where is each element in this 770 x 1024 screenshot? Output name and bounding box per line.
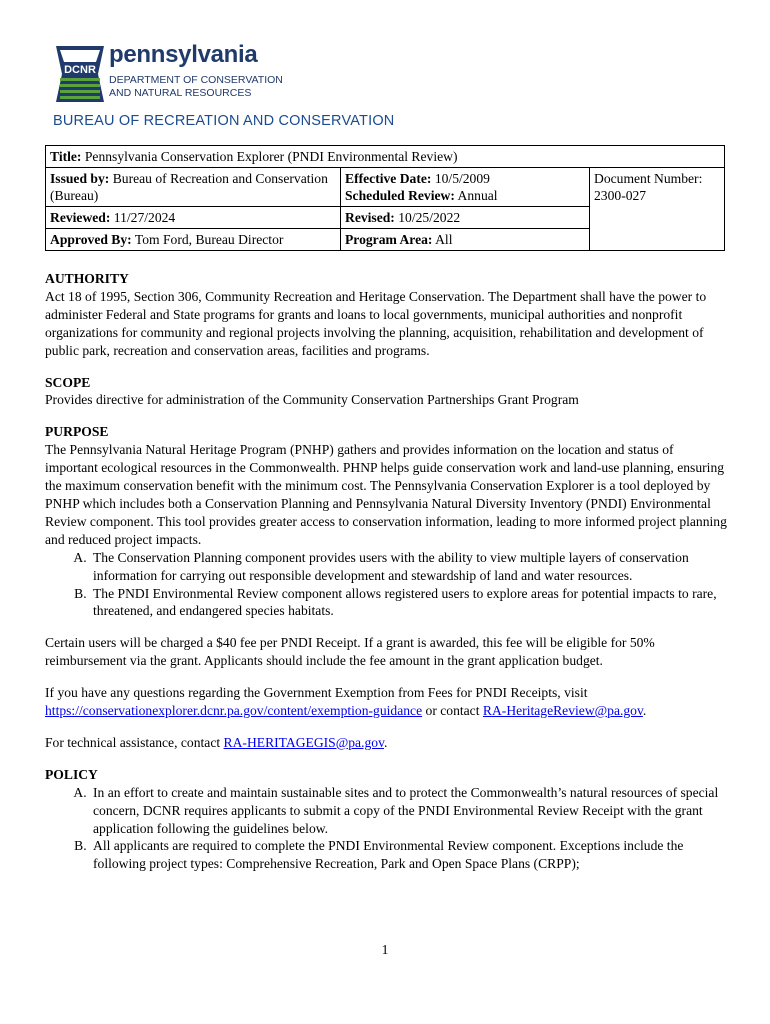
document-info-table: [45, 145, 725, 251]
heritage-gis-email-link[interactable]: RA-HERITAGEGIS@pa.gov: [223, 734, 384, 750]
authority-heading: AUTHORITY: [45, 271, 129, 286]
approved-by-cell: Approved By: Tom Ford, Bureau Director: [46, 229, 341, 251]
fee-paragraph: Certain users will be charged a $40 fee per PNDI Receipt. If a grant is awarded, this fee will be eligible for 50% reimbursement via the grant. Applicants should include the fee amount in the grant application budget.: [45, 635, 655, 669]
dcnr-logo: [52, 41, 292, 104]
questions-paragraph: If you have any questions regarding the Government Exemption from Fees for PNDI Receipts, visit https://conservationexplorer.dcnr.pa.gov/content/exemption-guidance or contact RA-HeritageReview@pa.gov.: [45, 685, 647, 719]
purpose-item-a: A. The Conservation Planning component provides users with the ability to view multiple layers of conservation information for carrying out responsible development and stewardship of land and water resources.: [90, 549, 727, 585]
document-body: [45, 270, 727, 873]
tech-assistance-paragraph: For technical assistance, contact RA-HERITAGEGIS@pa.gov.: [45, 734, 388, 750]
document-number-cell: Document Number: 2300-027: [590, 168, 725, 251]
reviewed-cell: Reviewed: 11/27/2024: [46, 207, 341, 229]
logo-dept-line2: AND NATURAL RESOURCES: [109, 87, 252, 99]
exemption-guidance-link[interactable]: https://conservationexplorer.dcnr.pa.gov/content/exemption-guidance: [45, 703, 423, 719]
program-area-cell: Program Area: All: [341, 229, 590, 251]
page-number: 1: [381, 942, 389, 957]
policy-list: [45, 784, 727, 874]
bureau-heading: BUREAU OF RECREATION AND CONSERVATION: [53, 113, 395, 129]
policy-item-b: B. All applicants are required to complete the PNDI Environmental Review component. Exceptions include the following project types: Comprehensive Recreation, Park and Open Space Plans (CRPP);: [90, 837, 727, 873]
logo-department: [109, 74, 283, 100]
dates-cell: Effective Date: 10/5/2009 Scheduled Review: Annual: [341, 168, 590, 207]
purpose-item-b: B. The PNDI Environmental Review component allows registered users to explore areas for potential impacts to rare, threatened, and endangered species habitats.: [90, 585, 727, 621]
keystone-icon: [52, 44, 108, 104]
purpose-text: The Pennsylvania Natural Heritage Program (PNHP) gathers and provides information on the location and status of important ecological resources in the Commonwealth. PHNP helps guide conservation work and land-use planning, ensuring the maximum conservation benefit with the minimum cost. The Pennsylvania Conservation Explorer is a tool deployed by PNHP which includes both a Conservation Planning and Pennsylvania Natural Diversity Inventory (PNDI) Environmental Review component. This tool provides greater access to conservation information, leading to more informed project planning and reduced project impacts.: [45, 442, 727, 547]
scope-heading: SCOPE: [45, 374, 91, 390]
logo-badge-text: DCNR: [64, 64, 96, 76]
authority-text: Act 18 of 1995, Section 306, Community Recreation and Heritage Conservation. The Department shall have the power to administer Federal and State programs for grants and loans to local governments, municipal authorities and nonprofit organizations for community and regional projects involving the planning, acquisition, rehabilitation and development of public park, recreation and conservation areas, facilities and programs.: [45, 288, 707, 358]
purpose-heading: PURPOSE: [45, 424, 109, 440]
title-cell: Title: Pennsylvania Conservation Explorer (PNDI Environmental Review): [46, 146, 725, 168]
logo-dept-line1: DEPARTMENT OF CONSERVATION: [109, 74, 283, 86]
logo-state-name: pennsylvania: [109, 41, 258, 68]
scope-text: Provides directive for administration of the Community Conservation Partnerships Grant Program: [45, 392, 579, 408]
heritage-review-email-link[interactable]: RA-HeritageReview@pa.gov: [482, 703, 643, 719]
purpose-list: [45, 549, 727, 621]
revised-cell: Revised: 10/25/2022: [341, 207, 590, 229]
issued-by-cell: Issued by: Bureau of Recreation and Conservation (Bureau): [46, 168, 341, 207]
policy-heading: POLICY: [45, 766, 98, 782]
policy-item-a: A. In an effort to create and maintain sustainable sites and to protect the Commonwealth’s natural resources of special concern, DCNR requires applicants to submit a copy of the PNDI Environmental Review Receipt with the grant application following the guidelines below.: [90, 784, 727, 838]
